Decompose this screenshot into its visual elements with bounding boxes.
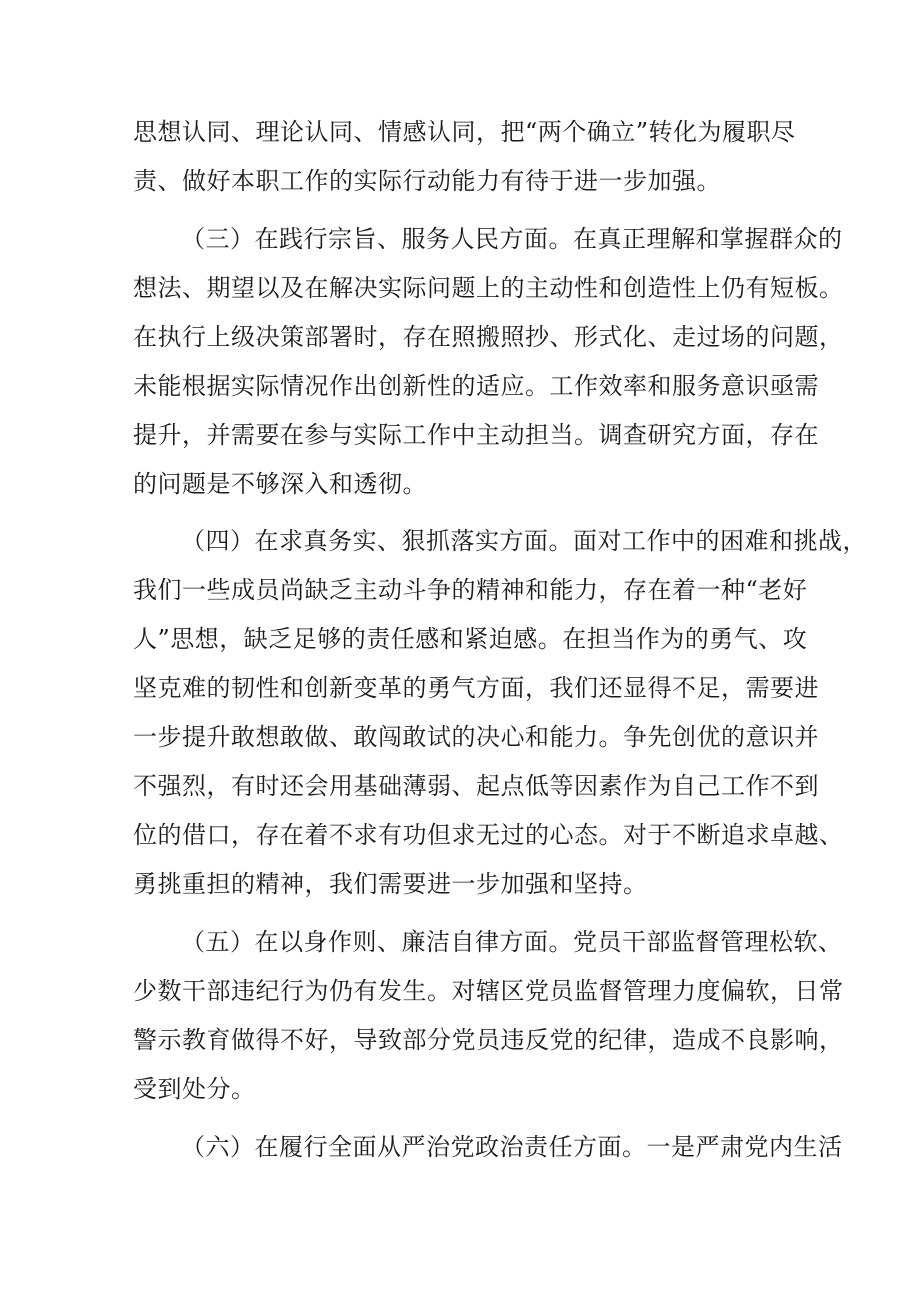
paragraph-line: 受到处分。 xyxy=(133,1075,256,1103)
paragraph-line: 少数干部违纪行为仍有发生。对辖区党员监督管理力度偏软，日常 xyxy=(133,977,844,1005)
paragraph-line: 想法、期望以及在解决实际问题上的主动性和创造性上仍有短板。 xyxy=(133,274,844,302)
paragraph-line: （五）在以身作则、廉洁自律方面。党员干部监督管理松软、 xyxy=(181,928,843,956)
paragraph-line: 勇挑重担的精神，我们需要进一步加强和坚持。 xyxy=(133,870,648,898)
paragraph-line: 位的借口，存在着不求有功但求无过的心态。对于不断追求卓越、 xyxy=(133,821,844,849)
paragraph-line: （四）在求真务实、狠抓落实方面。面对工作中的困难和挑战， xyxy=(181,527,867,555)
paragraph-line: （三）在践行宗旨、服务人民方面。在真正理解和掌握群众的 xyxy=(181,225,843,253)
paragraph-line: 思想认同、理论认同、情感认同，把“两个确立”转化为履职尽 xyxy=(133,118,796,146)
paragraph-line: 一步提升敢想敢做、敢闯敢试的决心和能力。争先创优的意识并 xyxy=(133,723,819,751)
paragraph-line: 未能根据实际情况作出创新性的适应。工作效率和服务意识亟需 xyxy=(133,372,819,400)
paragraph-line: （六）在履行全面从严治党政治责任方面。一是严肃党内生活 xyxy=(181,1133,843,1161)
paragraph-line: 不强烈，有时还会用基础薄弱、起点低等因素作为自己工作不到 xyxy=(133,772,819,800)
paragraph-line: 我们一些成员尚缺乏主动斗争的精神和能力，存在着一种“老好 xyxy=(133,576,808,604)
paragraph-line: 人”思想，缺乏足够的责任感和紧迫感。在担当作为的勇气、攻 xyxy=(133,625,808,653)
paragraph-line: 提升，并需要在参与实际工作中主动担当。调查研究方面，存在 xyxy=(133,421,819,449)
paragraph-line: 在执行上级决策部署时，存在照搬照抄、形式化、走过场的问题， xyxy=(133,323,844,351)
paragraph-line: 责、做好本职工作的实际行动能力有待于进一步加强。 xyxy=(133,167,721,195)
paragraph-line: 的问题是不够深入和透彻。 xyxy=(133,470,427,498)
paragraph-line: 坚克难的韧性和创新变革的勇气方面，我们还显得不足，需要进 xyxy=(133,674,819,702)
paragraph-line: 警示教育做得不好，导致部分党员违反党的纪律，造成不良影响， xyxy=(133,1026,844,1054)
